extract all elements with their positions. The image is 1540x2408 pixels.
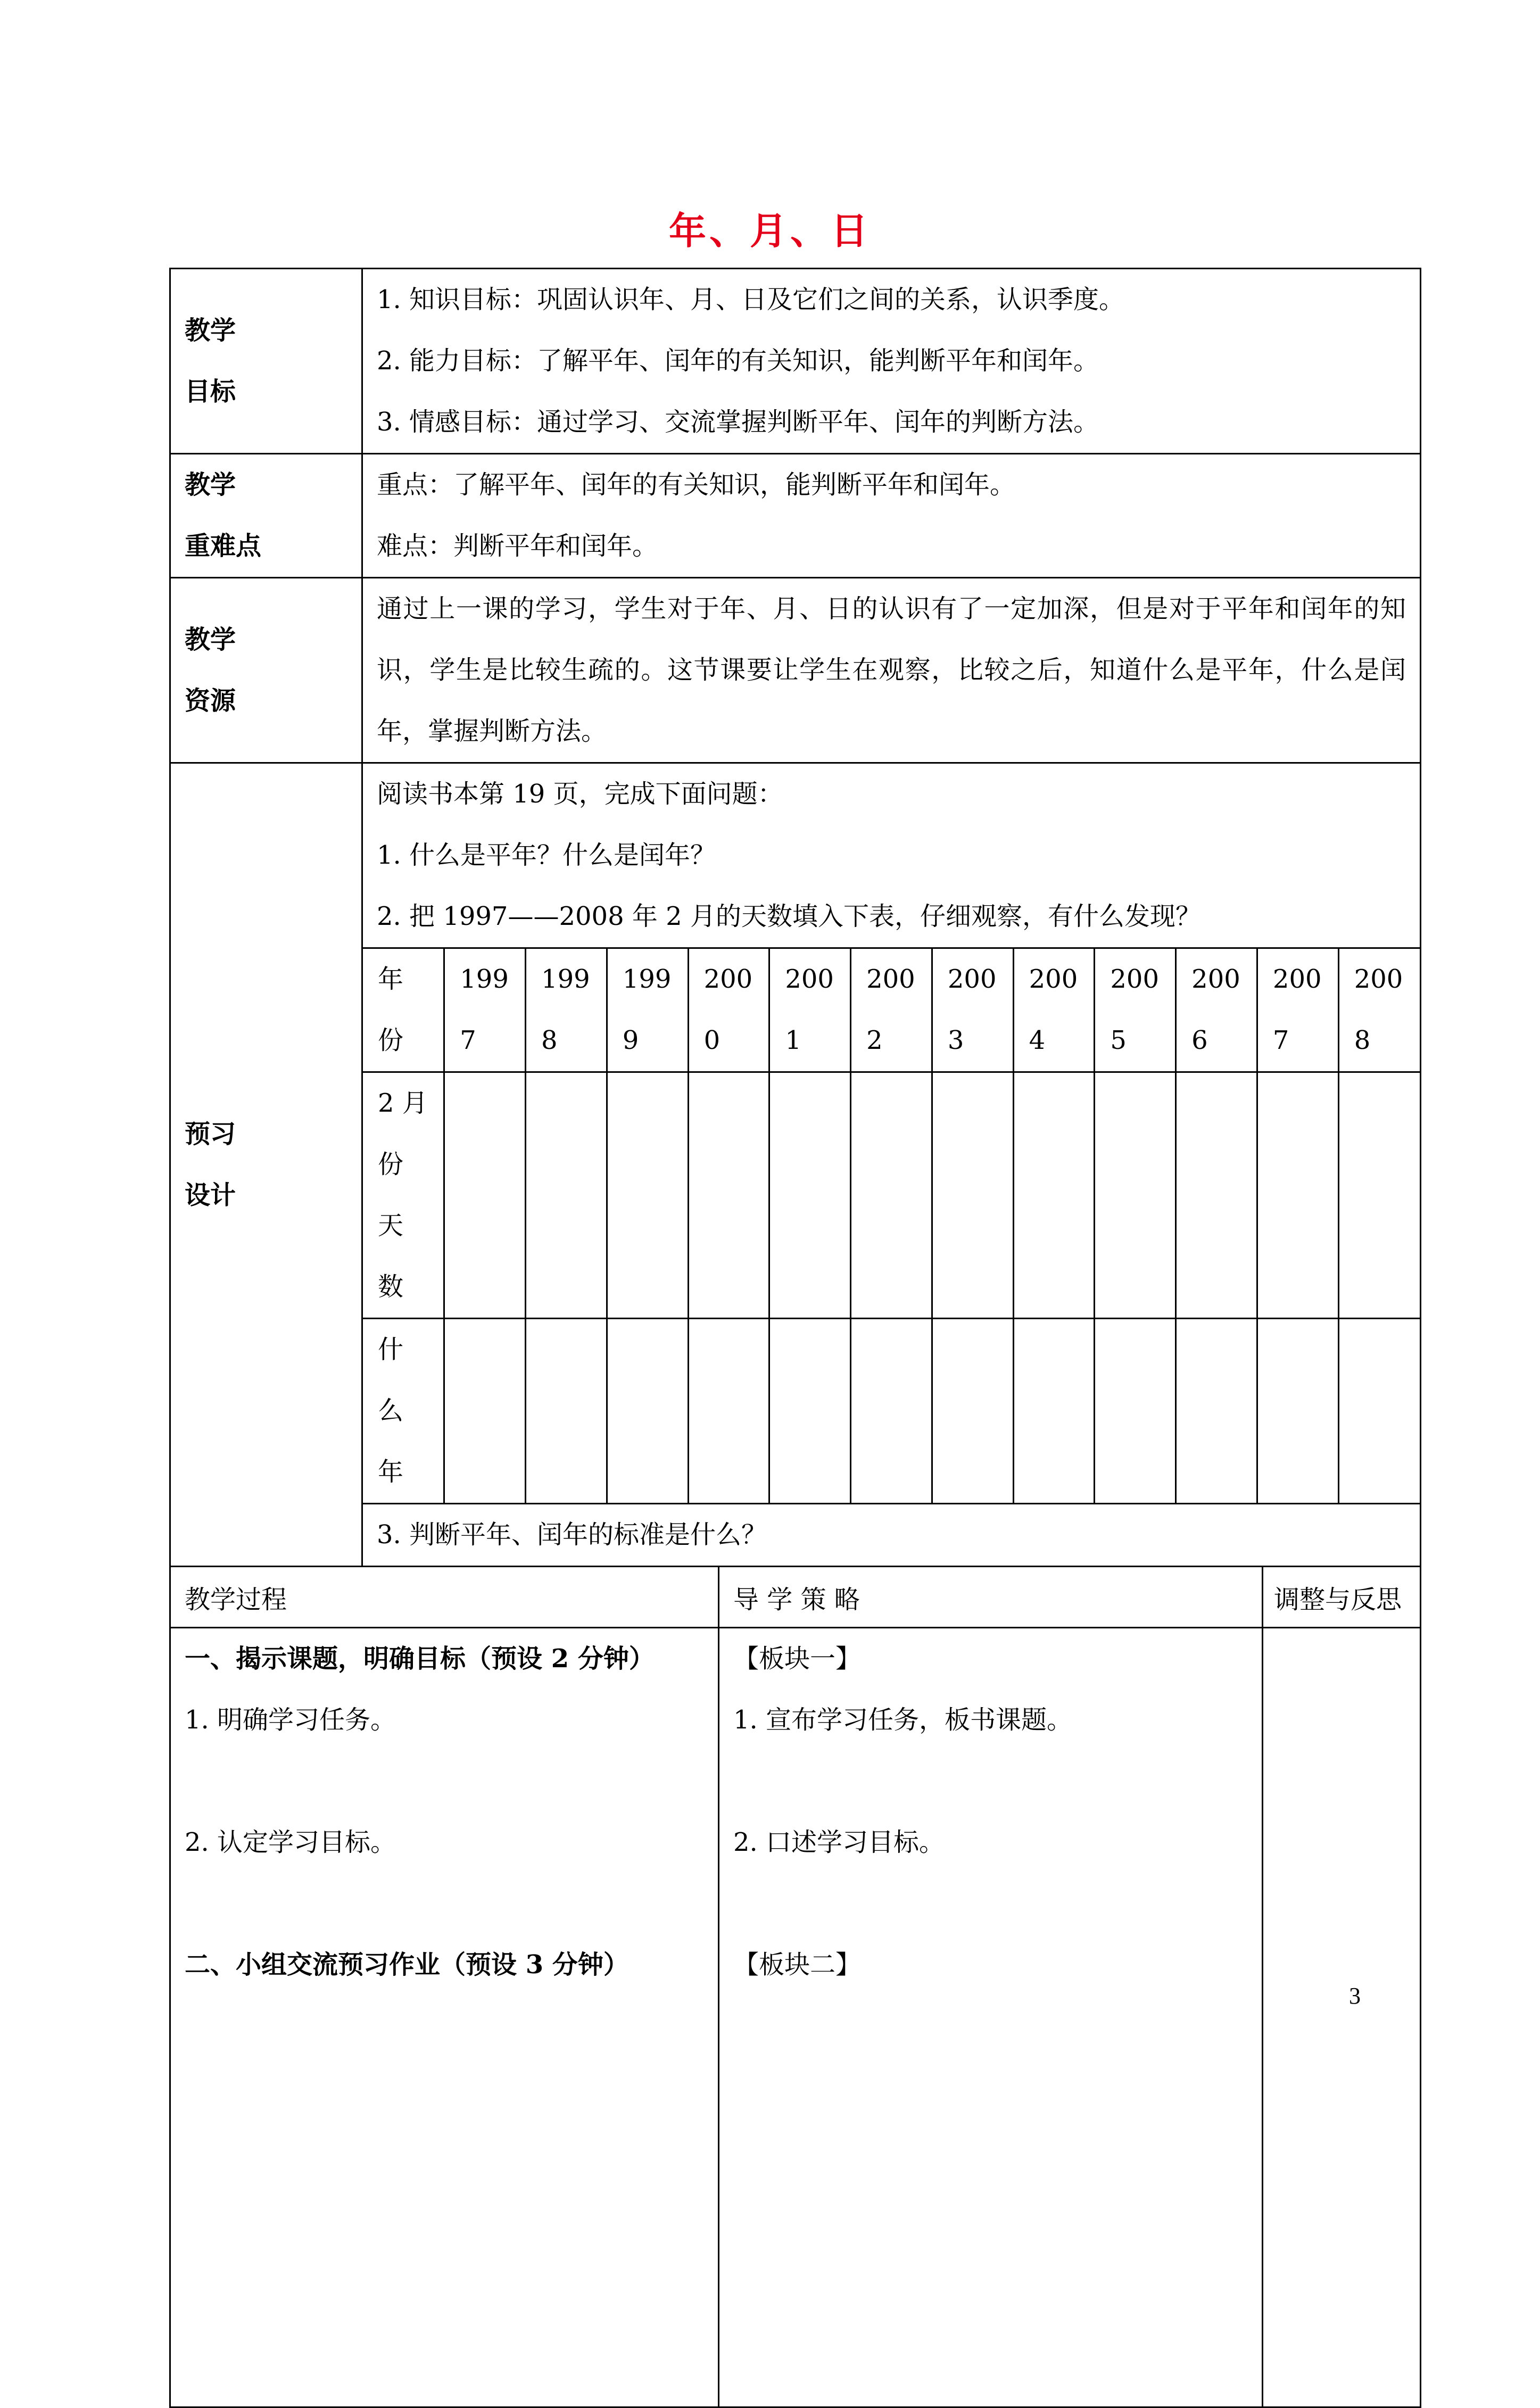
year-cell: [1095, 948, 1176, 1072]
process-header-row: [170, 1567, 1421, 1628]
label-line: 资源: [185, 685, 236, 716]
year-type-input-cell[interactable]: [932, 1319, 1013, 1504]
key-points-label: [170, 454, 362, 578]
label-line: 教学: [185, 624, 236, 655]
days-input-cell[interactable]: [607, 1072, 688, 1319]
year-text: 200: [866, 964, 915, 994]
year-type-row: [363, 1319, 1420, 1504]
page-title: 年、月、日: [669, 209, 871, 253]
objectives-row: [170, 269, 1421, 454]
key-points-content: [362, 454, 1421, 578]
label-line: 设计: [185, 1180, 236, 1210]
label-char: 年: [378, 1457, 404, 1487]
spacer: [185, 1873, 704, 1934]
spacer: [733, 1751, 1248, 1812]
year-type-input-cell[interactable]: [769, 1319, 851, 1504]
days-input-cell[interactable]: [851, 1072, 932, 1319]
spacer: [185, 1751, 704, 1812]
year-text: 200: [785, 964, 834, 994]
preview-content: [362, 763, 1421, 1567]
label-line: 教学: [185, 315, 236, 345]
row-label-year: [363, 948, 444, 1072]
year-cell: [688, 948, 769, 1072]
days-input-cell[interactable]: [688, 1072, 769, 1319]
section-title: 一、揭示课题，明确目标（预设 2 分钟）: [185, 1644, 655, 1674]
days-input-cell[interactable]: [1095, 1072, 1176, 1319]
year-type-input-cell[interactable]: [1257, 1319, 1338, 1504]
year-cell: [444, 948, 526, 1072]
year-cell: [851, 948, 932, 1072]
year-text: 0: [703, 1025, 721, 1055]
label-char: 份: [378, 1025, 404, 1055]
days-input-cell[interactable]: [932, 1072, 1013, 1319]
year-cell: [1013, 948, 1095, 1072]
days-input-cell[interactable]: [1013, 1072, 1095, 1319]
year-text: 199: [541, 964, 590, 994]
year-type-input-cell[interactable]: [851, 1319, 932, 1504]
year-text: 9: [622, 1025, 639, 1055]
year-text: 6: [1191, 1025, 1208, 1055]
year-cell: [769, 948, 851, 1072]
year-cell: [932, 948, 1013, 1072]
resources-text: 通过上一课的学习，学生对于年、月、日的认识有了一定加深，但是对于平年和闰年的知识，学生是比较生疏的。这节课要让学生在观察，比较之后，知道什么是平年，什么是闰年，掌握判断方法。: [377, 594, 1406, 746]
label-char: 天: [378, 1211, 404, 1240]
year-type-input-cell[interactable]: [526, 1319, 607, 1504]
year-text: 199: [460, 964, 509, 994]
days-input-cell[interactable]: [526, 1072, 607, 1319]
label-char: 份: [378, 1149, 404, 1179]
year-text: 2: [866, 1025, 883, 1055]
year-type-input-cell[interactable]: [1095, 1319, 1176, 1504]
year-text: 8: [541, 1025, 558, 1055]
resources-label: [170, 578, 362, 763]
label-char: 年: [378, 964, 404, 994]
resources-row: [170, 578, 1421, 763]
reflection-content[interactable]: [1263, 1628, 1421, 2407]
row-label-year-type: [363, 1319, 444, 1504]
preview-row: [170, 763, 1421, 1567]
year-text: 7: [460, 1025, 476, 1055]
process-header: 教学过程: [170, 1567, 719, 1628]
year-cell: [607, 948, 688, 1072]
february-days-table: [363, 947, 1420, 1504]
year-text: 4: [1029, 1025, 1046, 1055]
year-text: 199: [622, 964, 672, 994]
lesson-plan-table: [169, 268, 1421, 2408]
year-text: 8: [1354, 1025, 1371, 1055]
year-cell: [1338, 948, 1420, 1072]
preview-question: 2. 把 1997——2008 年 2 月的天数填入下表，仔细观察，有什么发现？: [377, 901, 1201, 931]
days-input-cell[interactable]: [1257, 1072, 1338, 1319]
label-char: 么: [378, 1396, 404, 1426]
row-label-days: [363, 1072, 444, 1319]
objectives-label: [170, 269, 362, 454]
label-char: 2 月: [378, 1088, 428, 1118]
process-body-row: [170, 1628, 1421, 2407]
label-line: 重难点: [185, 531, 262, 561]
year-text: 200: [703, 964, 753, 994]
year-cell: [1257, 948, 1338, 1072]
key-points-row: [170, 454, 1421, 578]
objective-item: 2. 能力目标：了解平年、闰年的有关知识，能判断平年和闰年。: [377, 346, 1099, 376]
strategy-item: 2. 口述学习目标。: [733, 1827, 945, 1857]
preview-question: 1. 什么是平年？什么是闰年？: [377, 840, 716, 870]
key-point-item: 重点：了解平年、闰年的有关知识，能判断平年和闰年。: [377, 470, 1016, 500]
year-type-input-cell[interactable]: [607, 1319, 688, 1504]
process-item: 2. 认定学习目标。: [185, 1827, 396, 1857]
objective-item: 1. 知识目标：巩固认识年、月、日及它们之间的关系，认识季度。: [377, 285, 1125, 315]
year-text: 200: [1110, 964, 1160, 994]
year-type-input-cell[interactable]: [1338, 1319, 1420, 1504]
year-cell: [1176, 948, 1257, 1072]
year-text: 200: [1354, 964, 1403, 994]
days-input-cell[interactable]: [1338, 1072, 1420, 1319]
process-item: 1. 明确学习任务。: [185, 1705, 396, 1735]
preview-label: [170, 763, 362, 1567]
year-text: 7: [1272, 1025, 1289, 1055]
year-type-input-cell[interactable]: [1013, 1319, 1095, 1504]
year-text: 200: [1029, 964, 1078, 994]
strategy-title: 【板块一】: [733, 1644, 862, 1674]
year-type-input-cell[interactable]: [444, 1319, 526, 1504]
objectives-content: [362, 269, 1421, 454]
year-row: [363, 948, 1420, 1072]
spacer: [733, 1873, 1248, 1934]
year-text: 5: [1110, 1025, 1127, 1055]
year-type-input-cell[interactable]: [688, 1319, 769, 1504]
days-input-cell[interactable]: [769, 1072, 851, 1319]
reflection-header: 调整与反思: [1263, 1567, 1421, 1628]
process-content: [170, 1628, 719, 2407]
year-text: 200: [1272, 964, 1322, 994]
label-char: 什: [378, 1335, 404, 1364]
days-row: [363, 1072, 1420, 1319]
label-line: 预习: [185, 1119, 236, 1149]
days-input-cell[interactable]: [444, 1072, 526, 1319]
strategy-title: 【板块二】: [733, 1950, 862, 1980]
year-text: 3: [947, 1025, 964, 1055]
days-input-cell[interactable]: [1176, 1072, 1257, 1319]
strategy-item: 1. 宣布学习任务，板书课题。: [733, 1705, 1073, 1735]
label-line: 教学: [185, 470, 236, 500]
preview-question: 3. 判断平年、闰年的标准是什么？: [377, 1520, 767, 1550]
strategy-header: 导 学 策 略: [719, 1567, 1263, 1628]
year-text: 1: [785, 1025, 801, 1055]
label-line: 目标: [185, 376, 236, 407]
page-number: 3: [1349, 1983, 1361, 2009]
year-text: 200: [1191, 964, 1240, 994]
strategy-content: [719, 1628, 1263, 2407]
objective-item: 3. 情感目标：通过学习、交流掌握判断平年、闰年的判断方法。: [377, 407, 1099, 437]
preview-intro: 阅读书本第 19 页，完成下面问题：: [377, 779, 783, 809]
year-cell: [526, 948, 607, 1072]
key-point-item: 难点：判断平年和闰年。: [377, 531, 658, 561]
label-char: 数: [378, 1272, 404, 1302]
year-text: 200: [947, 964, 997, 994]
resources-content: [362, 578, 1421, 763]
year-type-input-cell[interactable]: [1176, 1319, 1257, 1504]
section-title: 二、小组交流预习作业（预设 3 分钟）: [185, 1950, 629, 1980]
